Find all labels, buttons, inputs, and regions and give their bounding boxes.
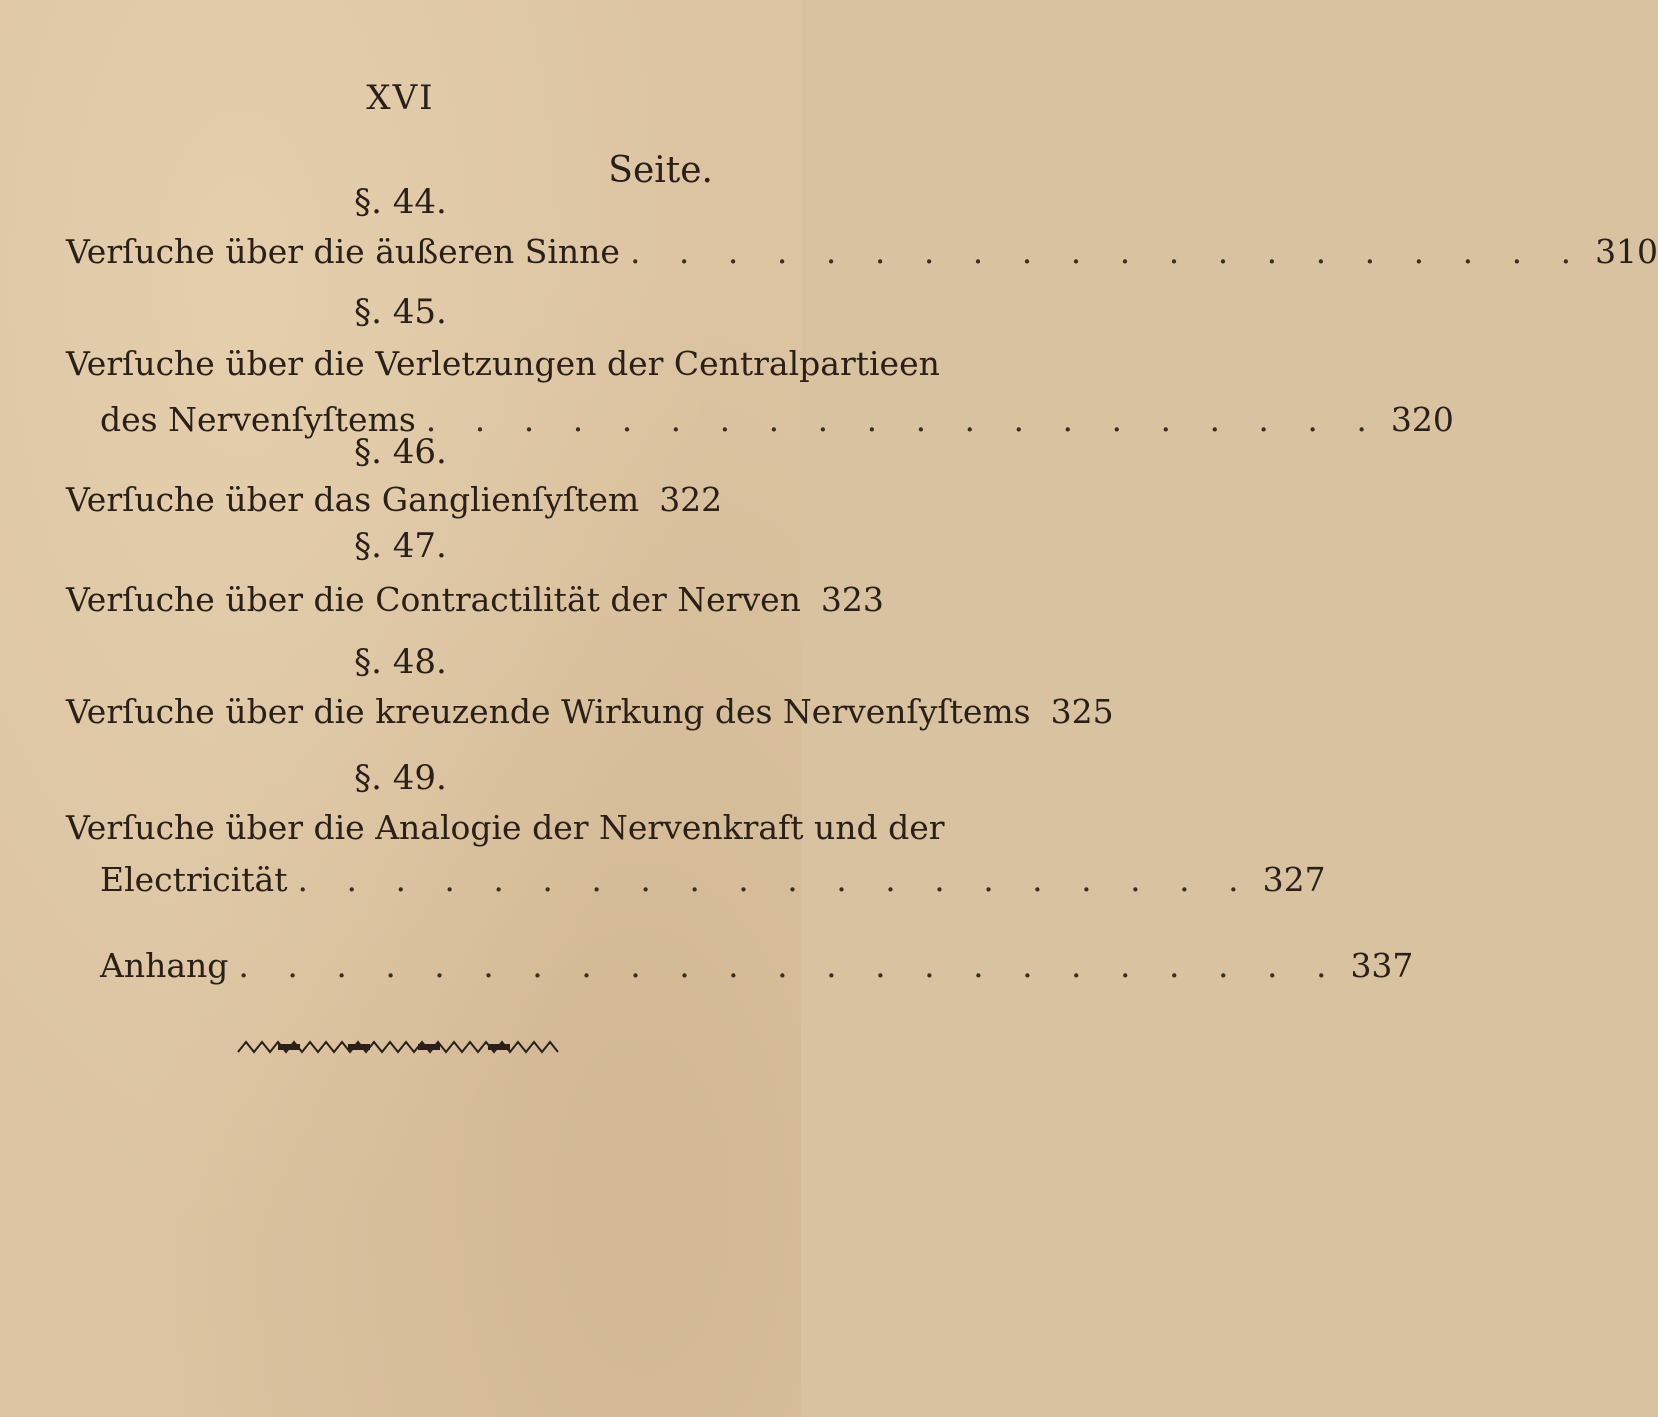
toc-entry-page: 310 bbox=[1595, 232, 1658, 271]
toc-entry-page: 327 bbox=[1262, 860, 1326, 899]
toc-entry-title-line1: Verſuche über die Analogie der Nervenkraft und der bbox=[66, 808, 945, 847]
leader-dots: . . . . . . . . . . . . . . . . . . . . bbox=[425, 400, 1381, 439]
toc-entry-title: Verſuche über die äußeren Sinne bbox=[66, 232, 620, 271]
toc-entry-title-line1: Verſuche über die Verletzungen der Centralpartieen bbox=[66, 344, 940, 383]
toc-entry bbox=[100, 860, 1326, 899]
section-heading: §. 49. bbox=[354, 758, 447, 798]
section-heading: §. 47. bbox=[354, 526, 447, 566]
decorative-rule-ornament bbox=[238, 1038, 568, 1056]
toc-entry-title: Electricität bbox=[100, 860, 288, 899]
toc-entry-page: 325 bbox=[1050, 692, 1114, 731]
toc-entry-title: des Nervenſyſtems bbox=[100, 400, 416, 439]
toc-entry bbox=[66, 232, 1658, 271]
toc-entry-page: 337 bbox=[1350, 946, 1414, 985]
toc-entry bbox=[66, 580, 884, 619]
leader-dots: . . . . . . . . . . . . . . . . . . . . bbox=[297, 860, 1253, 899]
toc-entry-page: 320 bbox=[1390, 400, 1454, 439]
toc-entry-title: Verſuche über die kreuzende Wirkung des Nervenſyſtems bbox=[66, 692, 1031, 731]
page-number: XVI bbox=[366, 78, 435, 118]
toc-entry-title: Verſuche über das Ganglienſyſtem bbox=[66, 480, 640, 519]
toc-entry bbox=[66, 692, 1114, 731]
leader-dots: . . . . . . . . . . . . . . . . . . . . bbox=[629, 232, 1586, 271]
toc-entry-page: 322 bbox=[659, 480, 723, 519]
section-heading: §. 45. bbox=[354, 292, 447, 332]
section-heading: §. 46. bbox=[354, 432, 447, 472]
section-heading: §. 44. bbox=[354, 182, 447, 222]
leader-dots: . . . . . . . . . . . . . . . . . . . . . . . bbox=[238, 946, 1341, 985]
toc-entry-appendix bbox=[100, 946, 1414, 985]
toc-entry-page: 323 bbox=[820, 580, 884, 619]
column-header-seite: Seite. bbox=[608, 150, 713, 191]
toc-entry-title: Verſuche über die Contractilität der Nerven bbox=[66, 580, 801, 619]
toc-entry bbox=[66, 480, 723, 519]
toc-entry-title: Anhang bbox=[100, 946, 229, 985]
section-heading: §. 48. bbox=[354, 642, 447, 682]
